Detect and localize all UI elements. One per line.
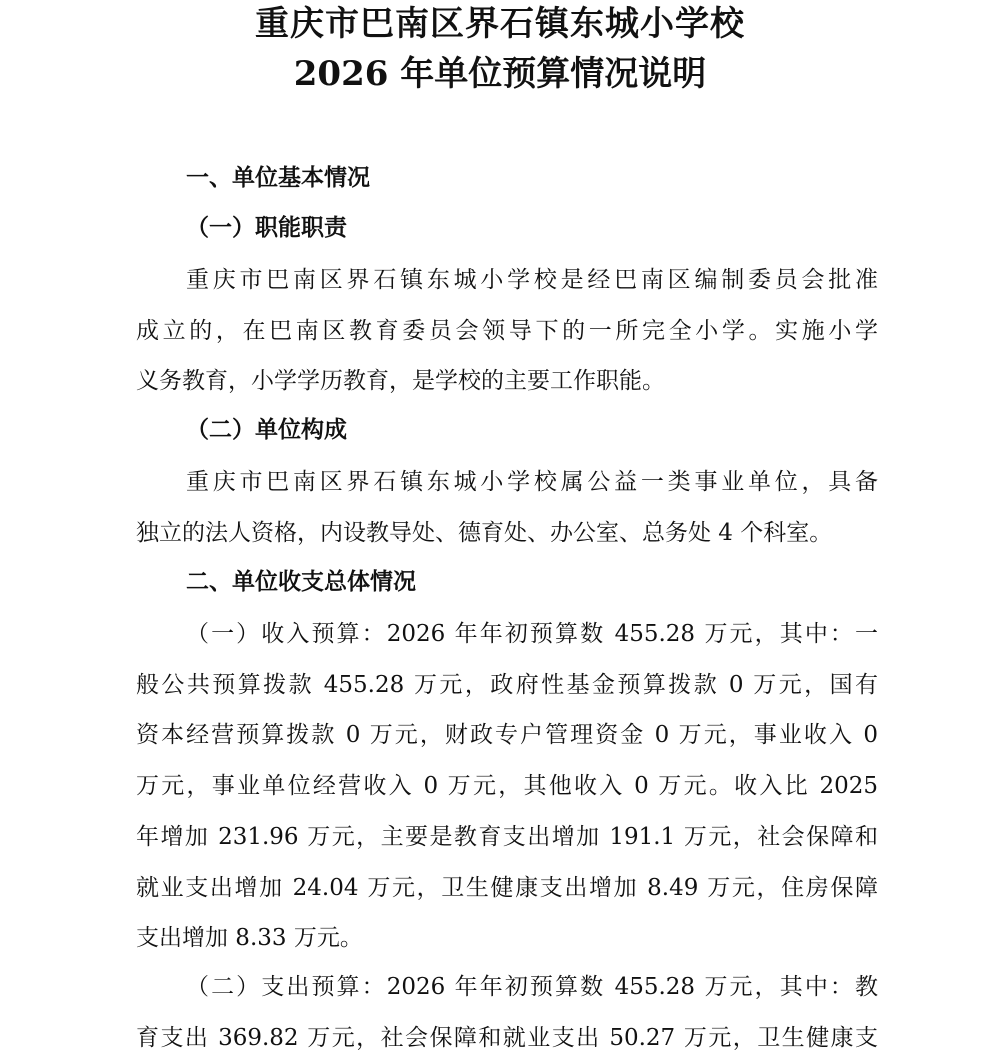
expense-budget-first-line: 2026 年年初预算数 455.28 万元，其中：教 — [386, 974, 878, 1000]
paragraph-line: 资本经营预算拨款 0 万元，财政专户管理资金 0 万元，事业收入 0 — [136, 722, 878, 749]
expense-budget-paragraph — [136, 962, 878, 1063]
paragraph-line: 重庆市巴南区界石镇东城小学校是经巴南区编制委员会批准 — [186, 267, 878, 293]
subsection-duties-heading: （一）职能职责 — [186, 214, 347, 241]
paragraph-line: 重庆市巴南区界石镇东城小学校属公益一类事业单位，具备 — [186, 469, 878, 495]
paragraph-line — [136, 609, 878, 660]
income-budget-first-line: 2026 年年初预算数 455.28 万元，其中：一 — [386, 621, 878, 647]
paragraph-line: 年增加 231.96 万元，主要是教育支出增加 191.1 万元，社会保障和 — [136, 823, 878, 850]
paragraph-line: 万元，事业单位经营收入 0 万元，其他收入 0 万元。收入比 2025 — [136, 773, 878, 800]
subsection-structure-heading: （二）单位构成 — [186, 416, 347, 443]
section2-heading: 二、单位收支总体情况 — [186, 569, 416, 595]
document-title-line2: 2026 年单位预算情况说明 — [293, 54, 707, 94]
document-title-line1: 重庆市巴南区界石镇东城小学校 — [255, 4, 745, 44]
paragraph-line: 义务教育，小学学历教育，是学校的主要工作职能。 — [136, 368, 665, 395]
paragraph-line — [136, 962, 878, 1013]
expense-budget-label: （二）支出预算： — [186, 974, 387, 1000]
paragraph-line: 育支出 369.82 万元，社会保障和就业支出 50.27 万元，卫生健康支 — [136, 1024, 878, 1051]
paragraph-line: 就业支出增加 24.04 万元，卫生健康支出增加 8.49 万元，住房保障 — [136, 874, 878, 901]
paragraph-line: 般公共预算拨款 455.28 万元，政府性基金预算拨款 0 万元，国有 — [136, 671, 878, 698]
paragraph-line: 成立的，在巴南区教育委员会领导下的一所完全小学。实施小学 — [136, 317, 878, 344]
structure-paragraph — [136, 457, 878, 558]
paragraph-line: 支出增加 8.33 万元。 — [136, 925, 363, 952]
income-budget-paragraph — [136, 609, 878, 964]
section1-heading: 一、单位基本情况 — [186, 165, 370, 191]
duties-paragraph — [136, 255, 878, 407]
income-budget-label: （一）收入预算： — [186, 621, 387, 647]
paragraph-line: 独立的法人资格，内设教导处、德育处、办公室、总务处 4 个科室。 — [136, 519, 833, 546]
